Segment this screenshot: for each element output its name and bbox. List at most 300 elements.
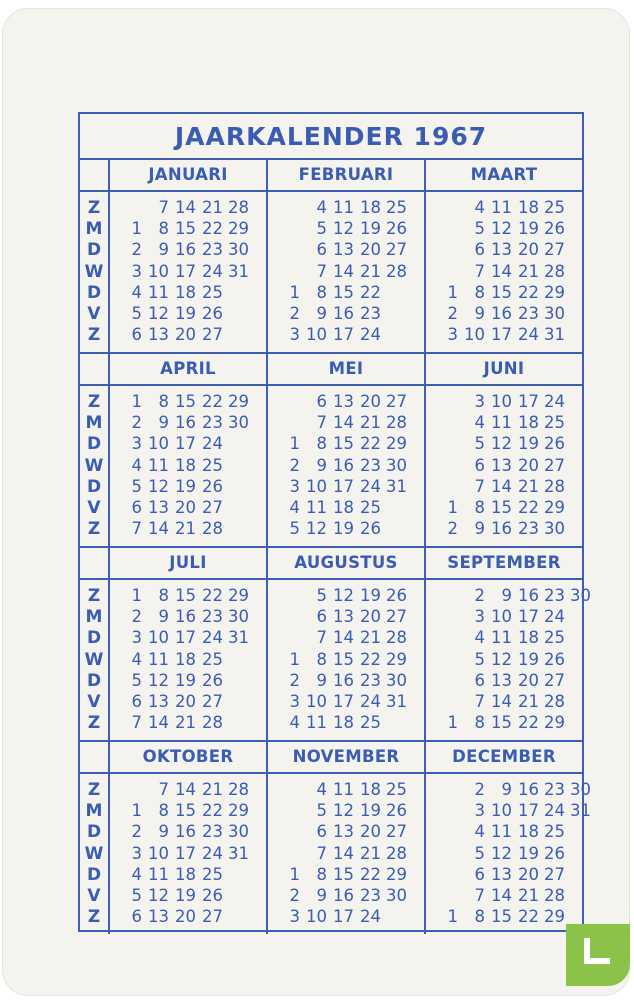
day-number: 10 bbox=[148, 628, 169, 648]
day-number: 13 bbox=[148, 498, 169, 517]
month-block-november bbox=[268, 740, 426, 934]
day-number: 25 bbox=[544, 413, 565, 433]
day-number: 6 bbox=[316, 392, 327, 411]
day-number: 19 bbox=[518, 434, 539, 454]
day-number: 8 bbox=[316, 282, 327, 302]
calendar-card bbox=[2, 8, 630, 996]
day-number: 28 bbox=[386, 413, 407, 433]
day-number: 21 bbox=[360, 413, 381, 433]
day-number: 7 bbox=[158, 780, 169, 799]
day-number: 4 bbox=[474, 413, 485, 433]
weekday-letter: D bbox=[86, 864, 102, 885]
month-name: FEBRUARI bbox=[298, 164, 394, 184]
day-number: 18 bbox=[175, 864, 196, 884]
weekday-letter: Z bbox=[87, 325, 101, 346]
day-number: 21 bbox=[202, 780, 223, 799]
day-number: 3 bbox=[474, 392, 485, 411]
day-number: 23 bbox=[360, 670, 381, 690]
month-name: DECEMBER bbox=[452, 746, 556, 766]
day-number: 8 bbox=[474, 498, 485, 517]
day-number: 1 bbox=[447, 713, 458, 733]
month-block-januari bbox=[110, 158, 268, 352]
weekday-letter: D bbox=[86, 628, 102, 649]
month-name: AUGUSTUS bbox=[294, 552, 398, 572]
day-number: 6 bbox=[316, 240, 327, 260]
day-number: 20 bbox=[175, 498, 196, 517]
day-number: 3 bbox=[131, 261, 142, 281]
day-number: 19 bbox=[360, 219, 381, 239]
day-number: 2 bbox=[289, 455, 300, 475]
day-number: 28 bbox=[228, 198, 249, 217]
day-number: 27 bbox=[544, 455, 565, 475]
day-number: 2 bbox=[289, 886, 300, 905]
day-number: 30 bbox=[386, 455, 407, 475]
weekday-letter: Z bbox=[87, 198, 101, 218]
weekday-letter: M bbox=[85, 413, 103, 434]
day-number: 26 bbox=[544, 649, 565, 669]
day-number: 14 bbox=[491, 886, 512, 905]
day-number: 2 bbox=[131, 240, 142, 260]
day-number: 8 bbox=[316, 864, 327, 884]
day-number: 4 bbox=[289, 498, 300, 517]
day-number: 12 bbox=[491, 434, 512, 454]
day-number: 17 bbox=[175, 628, 196, 648]
day-number: 23 bbox=[544, 780, 565, 799]
day-number: 5 bbox=[131, 476, 142, 496]
day-number: 23 bbox=[202, 607, 223, 627]
day-number: 22 bbox=[360, 649, 381, 669]
day-number: 11 bbox=[148, 455, 169, 475]
day-number: 15 bbox=[333, 282, 354, 302]
day-number: 22 bbox=[518, 713, 539, 733]
day-number: 19 bbox=[175, 670, 196, 690]
day-number: 14 bbox=[148, 713, 169, 733]
day-number: 3 bbox=[474, 801, 485, 821]
day-number: 11 bbox=[306, 498, 327, 517]
day-number: 7 bbox=[474, 261, 485, 281]
day-number: 31 bbox=[386, 692, 407, 711]
day-number: 6 bbox=[474, 455, 485, 475]
day-number: 9 bbox=[316, 455, 327, 475]
day-number: 18 bbox=[175, 649, 196, 669]
day-number: 22 bbox=[202, 801, 223, 821]
day-number: 9 bbox=[474, 304, 485, 323]
weekday-letter: D bbox=[86, 434, 102, 455]
day-number: 11 bbox=[148, 282, 169, 302]
day-number: 16 bbox=[333, 886, 354, 905]
day-number: 27 bbox=[386, 822, 407, 842]
day-number: 8 bbox=[474, 907, 485, 927]
day-number: 7 bbox=[158, 198, 169, 217]
day-number: 8 bbox=[474, 282, 485, 302]
day-number: 6 bbox=[316, 822, 327, 842]
day-number: 19 bbox=[333, 519, 354, 539]
day-number: 18 bbox=[333, 713, 354, 733]
day-number: 5 bbox=[316, 586, 327, 605]
day-number: 14 bbox=[175, 198, 196, 217]
weekday-column bbox=[80, 740, 110, 934]
day-number: 5 bbox=[289, 519, 300, 539]
month-name: SEPTEMBER bbox=[447, 552, 561, 572]
day-number: 21 bbox=[175, 713, 196, 733]
day-number: 11 bbox=[333, 780, 354, 799]
day-number: 20 bbox=[360, 607, 381, 627]
day-number: 15 bbox=[333, 864, 354, 884]
day-number: 4 bbox=[474, 822, 485, 842]
day-number: 25 bbox=[544, 822, 565, 842]
weekday-letter: Z bbox=[87, 907, 101, 928]
day-number: 1 bbox=[447, 282, 458, 302]
day-number: 28 bbox=[544, 886, 565, 905]
day-number: 4 bbox=[316, 780, 327, 799]
day-number: 20 bbox=[518, 240, 539, 260]
day-number: 22 bbox=[360, 434, 381, 454]
day-number: 14 bbox=[148, 519, 169, 539]
day-number: 17 bbox=[333, 907, 354, 927]
day-number: 30 bbox=[228, 607, 249, 627]
day-number: 15 bbox=[491, 713, 512, 733]
day-number: 15 bbox=[175, 392, 196, 411]
month-block-juli bbox=[110, 546, 268, 740]
day-number: 14 bbox=[333, 843, 354, 863]
day-number: 24 bbox=[518, 325, 539, 345]
day-number: 20 bbox=[518, 864, 539, 884]
day-number: 25 bbox=[360, 498, 381, 517]
day-number: 11 bbox=[306, 713, 327, 733]
weekday-letter: Z bbox=[87, 586, 101, 606]
day-number: 30 bbox=[544, 519, 565, 539]
day-number: 27 bbox=[202, 907, 223, 927]
day-number: 20 bbox=[518, 670, 539, 690]
day-number: 24 bbox=[360, 692, 381, 711]
day-number: 10 bbox=[491, 392, 512, 411]
day-number: 1 bbox=[289, 282, 300, 302]
day-number: 29 bbox=[544, 498, 565, 517]
month-block-mei bbox=[268, 352, 426, 546]
day-number: 1 bbox=[131, 801, 142, 821]
day-number: 11 bbox=[491, 628, 512, 648]
day-number: 21 bbox=[360, 628, 381, 648]
day-number: 26 bbox=[544, 843, 565, 863]
day-number: 23 bbox=[360, 304, 381, 323]
day-number: 17 bbox=[175, 843, 196, 863]
day-number: 26 bbox=[544, 434, 565, 454]
day-number: 10 bbox=[464, 325, 485, 345]
day-number: 11 bbox=[491, 198, 512, 217]
weekday-letter: W bbox=[84, 261, 104, 282]
month-name: APRIL bbox=[160, 358, 216, 378]
day-number: 29 bbox=[544, 282, 565, 302]
day-number: 7 bbox=[474, 692, 485, 711]
month-name: JULI bbox=[169, 552, 207, 572]
day-number: 25 bbox=[202, 282, 223, 302]
calendar-title: JAARKALENDER 1967 bbox=[174, 121, 488, 151]
day-number: 25 bbox=[360, 713, 381, 733]
quarter-1 bbox=[80, 158, 582, 354]
day-number: 31 bbox=[228, 628, 249, 648]
day-number: 5 bbox=[474, 843, 485, 863]
day-number: 27 bbox=[202, 498, 223, 517]
weekday-letter: Z bbox=[87, 713, 101, 734]
calendar-frame bbox=[78, 112, 591, 932]
day-number: 20 bbox=[360, 822, 381, 842]
day-number: 13 bbox=[491, 455, 512, 475]
day-number: 1 bbox=[289, 434, 300, 454]
day-number: 22 bbox=[518, 907, 539, 927]
day-number: 31 bbox=[228, 261, 249, 281]
day-number: 3 bbox=[131, 628, 142, 648]
day-number: 10 bbox=[148, 843, 169, 863]
day-number: 20 bbox=[518, 455, 539, 475]
day-number: 28 bbox=[386, 843, 407, 863]
day-number: 26 bbox=[202, 476, 223, 496]
day-number: 24 bbox=[360, 476, 381, 496]
day-number: 4 bbox=[289, 713, 300, 733]
day-number: 6 bbox=[131, 498, 142, 517]
day-number: 26 bbox=[386, 801, 407, 821]
day-number: 19 bbox=[175, 304, 196, 323]
month-block-april bbox=[110, 352, 268, 546]
day-number: 15 bbox=[175, 586, 196, 605]
day-number: 18 bbox=[518, 413, 539, 433]
month-block-augustus bbox=[268, 546, 426, 740]
day-number: 6 bbox=[131, 907, 142, 927]
weekday-letter: Z bbox=[87, 780, 101, 800]
day-number: 21 bbox=[360, 843, 381, 863]
weekday-letter: D bbox=[86, 282, 102, 303]
day-number: 10 bbox=[306, 476, 327, 496]
day-number: 20 bbox=[360, 392, 381, 411]
day-number: 23 bbox=[544, 586, 565, 605]
day-number: 1 bbox=[131, 392, 142, 411]
day-number: 16 bbox=[491, 519, 512, 539]
day-number: 2 bbox=[131, 822, 142, 842]
day-number: 2 bbox=[447, 519, 458, 539]
day-number: 21 bbox=[360, 261, 381, 281]
day-number: 9 bbox=[316, 670, 327, 690]
day-number: 24 bbox=[202, 843, 223, 863]
day-number: 7 bbox=[316, 628, 327, 648]
day-number: 2 bbox=[474, 780, 485, 799]
day-number: 18 bbox=[333, 498, 354, 517]
day-number: 16 bbox=[333, 455, 354, 475]
day-number: 6 bbox=[474, 670, 485, 690]
day-number: 12 bbox=[491, 843, 512, 863]
day-number: 31 bbox=[386, 476, 407, 496]
day-number: 27 bbox=[386, 240, 407, 260]
day-number: 10 bbox=[148, 434, 169, 454]
weekday-letter: M bbox=[85, 219, 103, 240]
day-number: 10 bbox=[306, 325, 327, 345]
quarter-4 bbox=[80, 740, 591, 934]
day-number: 13 bbox=[333, 607, 354, 627]
day-number: 25 bbox=[544, 198, 565, 217]
day-number: 22 bbox=[202, 392, 223, 411]
day-number: 9 bbox=[158, 240, 169, 260]
day-number: 16 bbox=[518, 586, 539, 605]
day-number: 5 bbox=[316, 801, 327, 821]
day-number: 4 bbox=[474, 628, 485, 648]
day-number: 15 bbox=[333, 434, 354, 454]
day-number: 28 bbox=[202, 713, 223, 733]
day-number: 8 bbox=[158, 586, 169, 605]
weekday-letter: D bbox=[86, 822, 102, 843]
day-number: 11 bbox=[333, 198, 354, 217]
month-block-februari bbox=[268, 158, 426, 352]
day-number: 29 bbox=[228, 219, 249, 239]
day-number: 2 bbox=[289, 304, 300, 323]
day-number: 26 bbox=[386, 586, 407, 605]
day-number: 28 bbox=[544, 692, 565, 711]
day-number: 15 bbox=[491, 498, 512, 517]
day-number: 13 bbox=[333, 240, 354, 260]
day-number: 18 bbox=[518, 822, 539, 842]
day-number: 28 bbox=[544, 261, 565, 281]
day-number: 22 bbox=[360, 864, 381, 884]
day-number: 14 bbox=[175, 780, 196, 799]
day-number: 17 bbox=[175, 434, 196, 454]
day-number: 13 bbox=[491, 670, 512, 690]
corner-logo[interactable] bbox=[566, 924, 630, 986]
month-name: NOVEMBER bbox=[292, 746, 400, 766]
day-number: 1 bbox=[289, 649, 300, 669]
day-number: 16 bbox=[175, 822, 196, 842]
day-number: 10 bbox=[491, 607, 512, 627]
day-number: 12 bbox=[491, 649, 512, 669]
day-number: 13 bbox=[148, 692, 169, 711]
day-number: 22 bbox=[518, 282, 539, 302]
day-number: 3 bbox=[131, 434, 142, 454]
day-number: 30 bbox=[544, 304, 565, 323]
day-number: 27 bbox=[544, 670, 565, 690]
day-number: 26 bbox=[202, 304, 223, 323]
day-number: 14 bbox=[491, 476, 512, 496]
weekday-letter: V bbox=[87, 886, 101, 906]
day-number: 14 bbox=[333, 413, 354, 433]
day-number: 21 bbox=[518, 886, 539, 905]
day-number: 15 bbox=[175, 801, 196, 821]
day-number: 29 bbox=[228, 586, 249, 605]
day-number: 21 bbox=[518, 261, 539, 281]
day-number: 8 bbox=[474, 713, 485, 733]
day-number: 17 bbox=[491, 325, 512, 345]
day-number: 9 bbox=[501, 586, 512, 605]
day-number: 28 bbox=[202, 519, 223, 539]
day-number: 8 bbox=[158, 801, 169, 821]
day-number: 17 bbox=[333, 692, 354, 711]
weekday-letter: M bbox=[85, 801, 103, 822]
day-number: 5 bbox=[316, 219, 327, 239]
day-number: 20 bbox=[175, 907, 196, 927]
day-number: 17 bbox=[518, 801, 539, 821]
day-number: 12 bbox=[491, 219, 512, 239]
day-number: 16 bbox=[175, 607, 196, 627]
month-block-september bbox=[426, 546, 591, 740]
day-number: 10 bbox=[148, 261, 169, 281]
day-number: 24 bbox=[544, 801, 565, 821]
day-number: 22 bbox=[202, 586, 223, 605]
day-number: 19 bbox=[518, 219, 539, 239]
day-number: 7 bbox=[316, 843, 327, 863]
weekday-letter: D bbox=[86, 670, 102, 691]
day-number: 29 bbox=[386, 649, 407, 669]
day-number: 30 bbox=[570, 780, 591, 799]
day-number: 21 bbox=[518, 476, 539, 496]
weekday-letter: V bbox=[87, 498, 101, 518]
day-number: 3 bbox=[289, 907, 300, 927]
day-number: 23 bbox=[360, 886, 381, 905]
day-number: 7 bbox=[316, 261, 327, 281]
day-number: 15 bbox=[491, 282, 512, 302]
day-number: 20 bbox=[360, 240, 381, 260]
day-number: 13 bbox=[148, 907, 169, 927]
day-number: 23 bbox=[202, 822, 223, 842]
day-number: 21 bbox=[518, 692, 539, 711]
day-number: 25 bbox=[202, 649, 223, 669]
day-number: 7 bbox=[131, 713, 142, 733]
day-number: 29 bbox=[386, 864, 407, 884]
day-number: 19 bbox=[518, 649, 539, 669]
day-number: 15 bbox=[175, 219, 196, 239]
day-number: 18 bbox=[518, 628, 539, 648]
day-number: 13 bbox=[333, 392, 354, 411]
day-number: 13 bbox=[491, 864, 512, 884]
day-number: 16 bbox=[491, 304, 512, 323]
day-number: 29 bbox=[544, 907, 565, 927]
day-number: 3 bbox=[474, 607, 485, 627]
day-number: 7 bbox=[474, 476, 485, 496]
day-number: 27 bbox=[202, 325, 223, 345]
day-number: 2 bbox=[131, 413, 142, 433]
day-number: 22 bbox=[360, 282, 381, 302]
day-number: 2 bbox=[474, 586, 485, 605]
day-number: 29 bbox=[544, 713, 565, 733]
day-number: 29 bbox=[228, 801, 249, 821]
day-number: 16 bbox=[518, 780, 539, 799]
month-name: JUNI bbox=[483, 358, 525, 378]
day-number: 12 bbox=[333, 586, 354, 605]
day-number: 1 bbox=[289, 864, 300, 884]
day-number: 9 bbox=[474, 519, 485, 539]
day-number: 28 bbox=[544, 476, 565, 496]
day-number: 13 bbox=[148, 325, 169, 345]
day-number: 17 bbox=[518, 607, 539, 627]
day-number: 27 bbox=[386, 392, 407, 411]
day-number: 30 bbox=[228, 822, 249, 842]
day-number: 10 bbox=[491, 801, 512, 821]
day-number: 24 bbox=[544, 392, 565, 411]
day-number: 9 bbox=[158, 413, 169, 433]
day-number: 6 bbox=[474, 864, 485, 884]
day-number: 4 bbox=[316, 198, 327, 217]
day-number: 12 bbox=[148, 886, 169, 905]
day-number: 30 bbox=[386, 886, 407, 905]
day-number: 24 bbox=[202, 628, 223, 648]
day-number: 7 bbox=[316, 413, 327, 433]
quarter-2 bbox=[80, 352, 582, 548]
day-number: 18 bbox=[175, 282, 196, 302]
day-number: 7 bbox=[474, 886, 485, 905]
day-number: 31 bbox=[544, 325, 565, 345]
weekday-letter: W bbox=[84, 455, 104, 476]
day-number: 5 bbox=[131, 304, 142, 323]
lastdodo-logo-icon bbox=[580, 936, 614, 966]
day-number: 25 bbox=[544, 628, 565, 648]
day-number: 19 bbox=[175, 476, 196, 496]
day-number: 11 bbox=[148, 864, 169, 884]
month-name: MEI bbox=[328, 358, 364, 378]
day-number: 9 bbox=[501, 780, 512, 799]
